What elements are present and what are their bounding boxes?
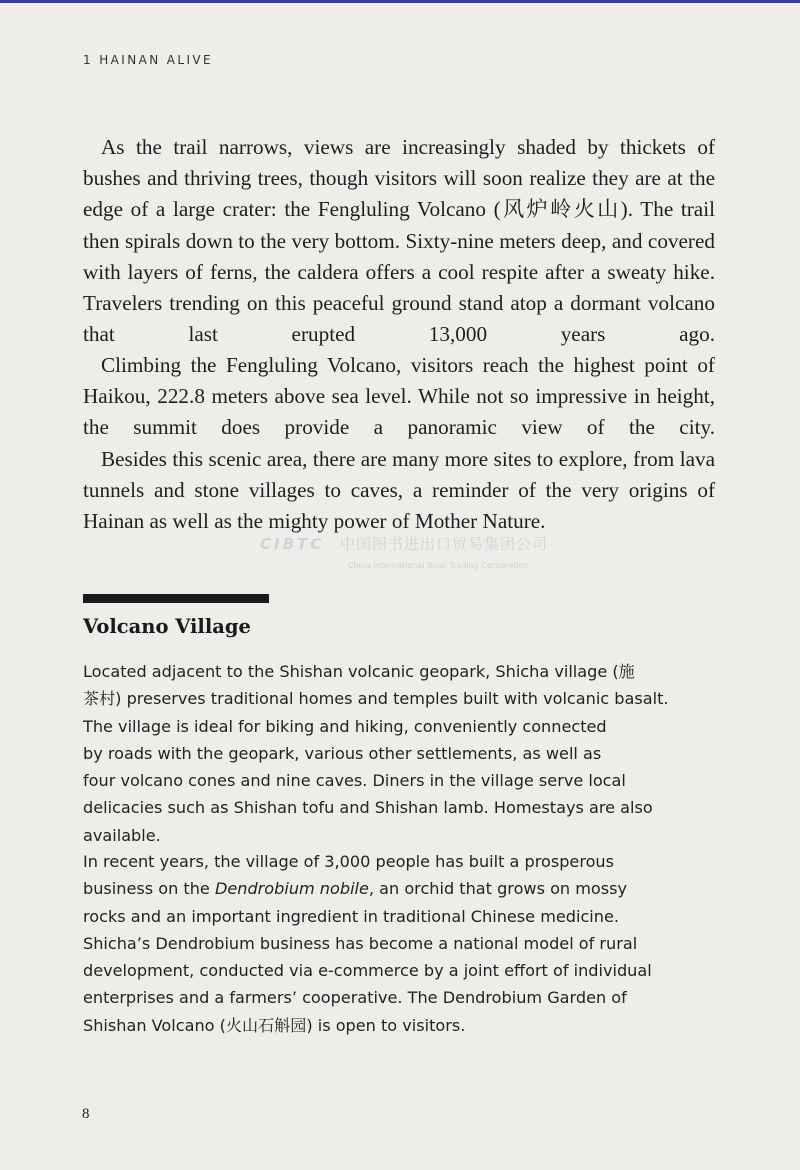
watermark-english: China International Book Trading Corporation (348, 561, 529, 570)
page-number: 8 (82, 1106, 90, 1122)
section-divider-bar (83, 594, 269, 603)
body-paragraph-1-text: As the trail narrows, views are increasingly shaded by thickets of bushes and thriving trees, though visitors will soon realize they are at the edge of a large crater: the Fengluling Volcano (风炉岭火山). The trail then spirals down to the very bottom. Sixty-nine meters deep, and covered with layers of ferns, the caldera offers a cool respite after a sweaty hike. Travelers trending on this peaceful ground stand atop a dormant volcano that last erupted 13,000 years ago. (83, 135, 715, 347)
section-title: Volcano Village (83, 615, 251, 638)
body-paragraph-3 (83, 444, 715, 538)
watermark (260, 533, 548, 554)
section-paragraph-2-intro: In recent years, the village of 3,000 people has built a prosperous business on the (83, 852, 615, 899)
body-paragraph-2-text: Climbing the Fengluling Volcano, visitors reach the highest point of Haikou, 222.8 meters above sea level. While not so impressive in height, the summit does provide a panoramic view of the city. (83, 353, 715, 440)
watermark-chinese: 中国图书进出口贸易集团公司 (340, 535, 549, 553)
section-paragraph-2 (83, 848, 723, 1039)
body-paragraph-1 (83, 132, 715, 350)
section-paragraph-2-rest: , an orchid that grows on mossy rocks and an important ingredient in traditional Chinese medicine. Shicha’s Dendrobium business has become a national model of rural development, conducted via e-commerce by a joint effort of individual enterprises and a farmers’ cooperative. The Dendrobium Garden of Shishan Volcano (火山石斛园) is open to visitors. (83, 879, 652, 1035)
running-head: 1 HAINAN ALIVE (83, 53, 214, 67)
body-paragraph-2 (83, 350, 715, 444)
top-rule (0, 0, 800, 3)
species-name: Dendrobium nobile (214, 879, 369, 899)
body-paragraph-3-text: Besides this scenic area, there are many more sites to explore, from lava tunnels and stone villages to caves, a reminder of the very origins of Hainan as well as the mighty power of Mother Nature. (83, 447, 715, 534)
section-paragraph-1: Located adjacent to the Shishan volcanic geopark, Shicha village (施 茶村) preserves traditional homes and temples built with volcanic basalt. The village is ideal for biking and hiking, conveniently connected by roads with the geopark, various other settlements, as well as four volcano cones and nine caves. Diners in the village serve local delicacies such as Shishan tofu and Shishan lamb. Homestays are also available. (83, 662, 669, 845)
watermark-logo: CIBTC (260, 535, 325, 553)
